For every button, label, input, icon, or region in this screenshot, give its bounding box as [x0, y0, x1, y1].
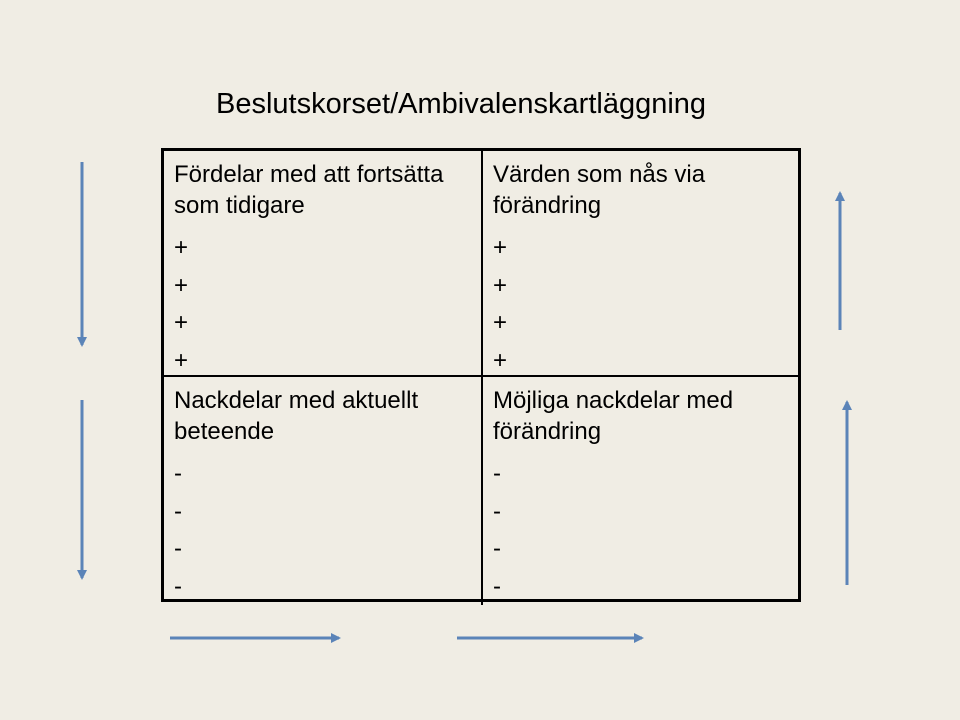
minus-mark: -: [174, 535, 182, 562]
minus-mark: -: [493, 460, 501, 487]
plus-mark: +: [493, 234, 508, 261]
minus-mark: -: [493, 497, 501, 525]
minus-mark: -: [174, 460, 182, 487]
minus-mark: -: [174, 497, 182, 525]
plus-mark: +: [174, 234, 189, 261]
plus-mark: +: [174, 271, 189, 299]
plus-mark: +: [493, 309, 508, 336]
minus-mark: -: [174, 572, 182, 600]
quadrant-heading: Fördelar med att fortsätta som tidigare: [174, 161, 444, 219]
minus-mark: -: [493, 572, 501, 600]
plus-mark: +: [493, 346, 508, 374]
quadrant-heading: Nackdelar med aktuellt beteende: [174, 387, 419, 445]
plus-mark: +: [174, 346, 189, 374]
quadrant-heading: Värden som nås via förändring: [493, 161, 706, 219]
plus-mark: +: [493, 271, 508, 299]
quadrant-heading: Möjliga nackdelar med förändring: [493, 387, 734, 445]
plus-mark: +: [174, 309, 189, 336]
minus-mark: -: [493, 535, 501, 562]
page-title: Beslutskorset/Ambivalenskartläggning: [216, 88, 707, 120]
